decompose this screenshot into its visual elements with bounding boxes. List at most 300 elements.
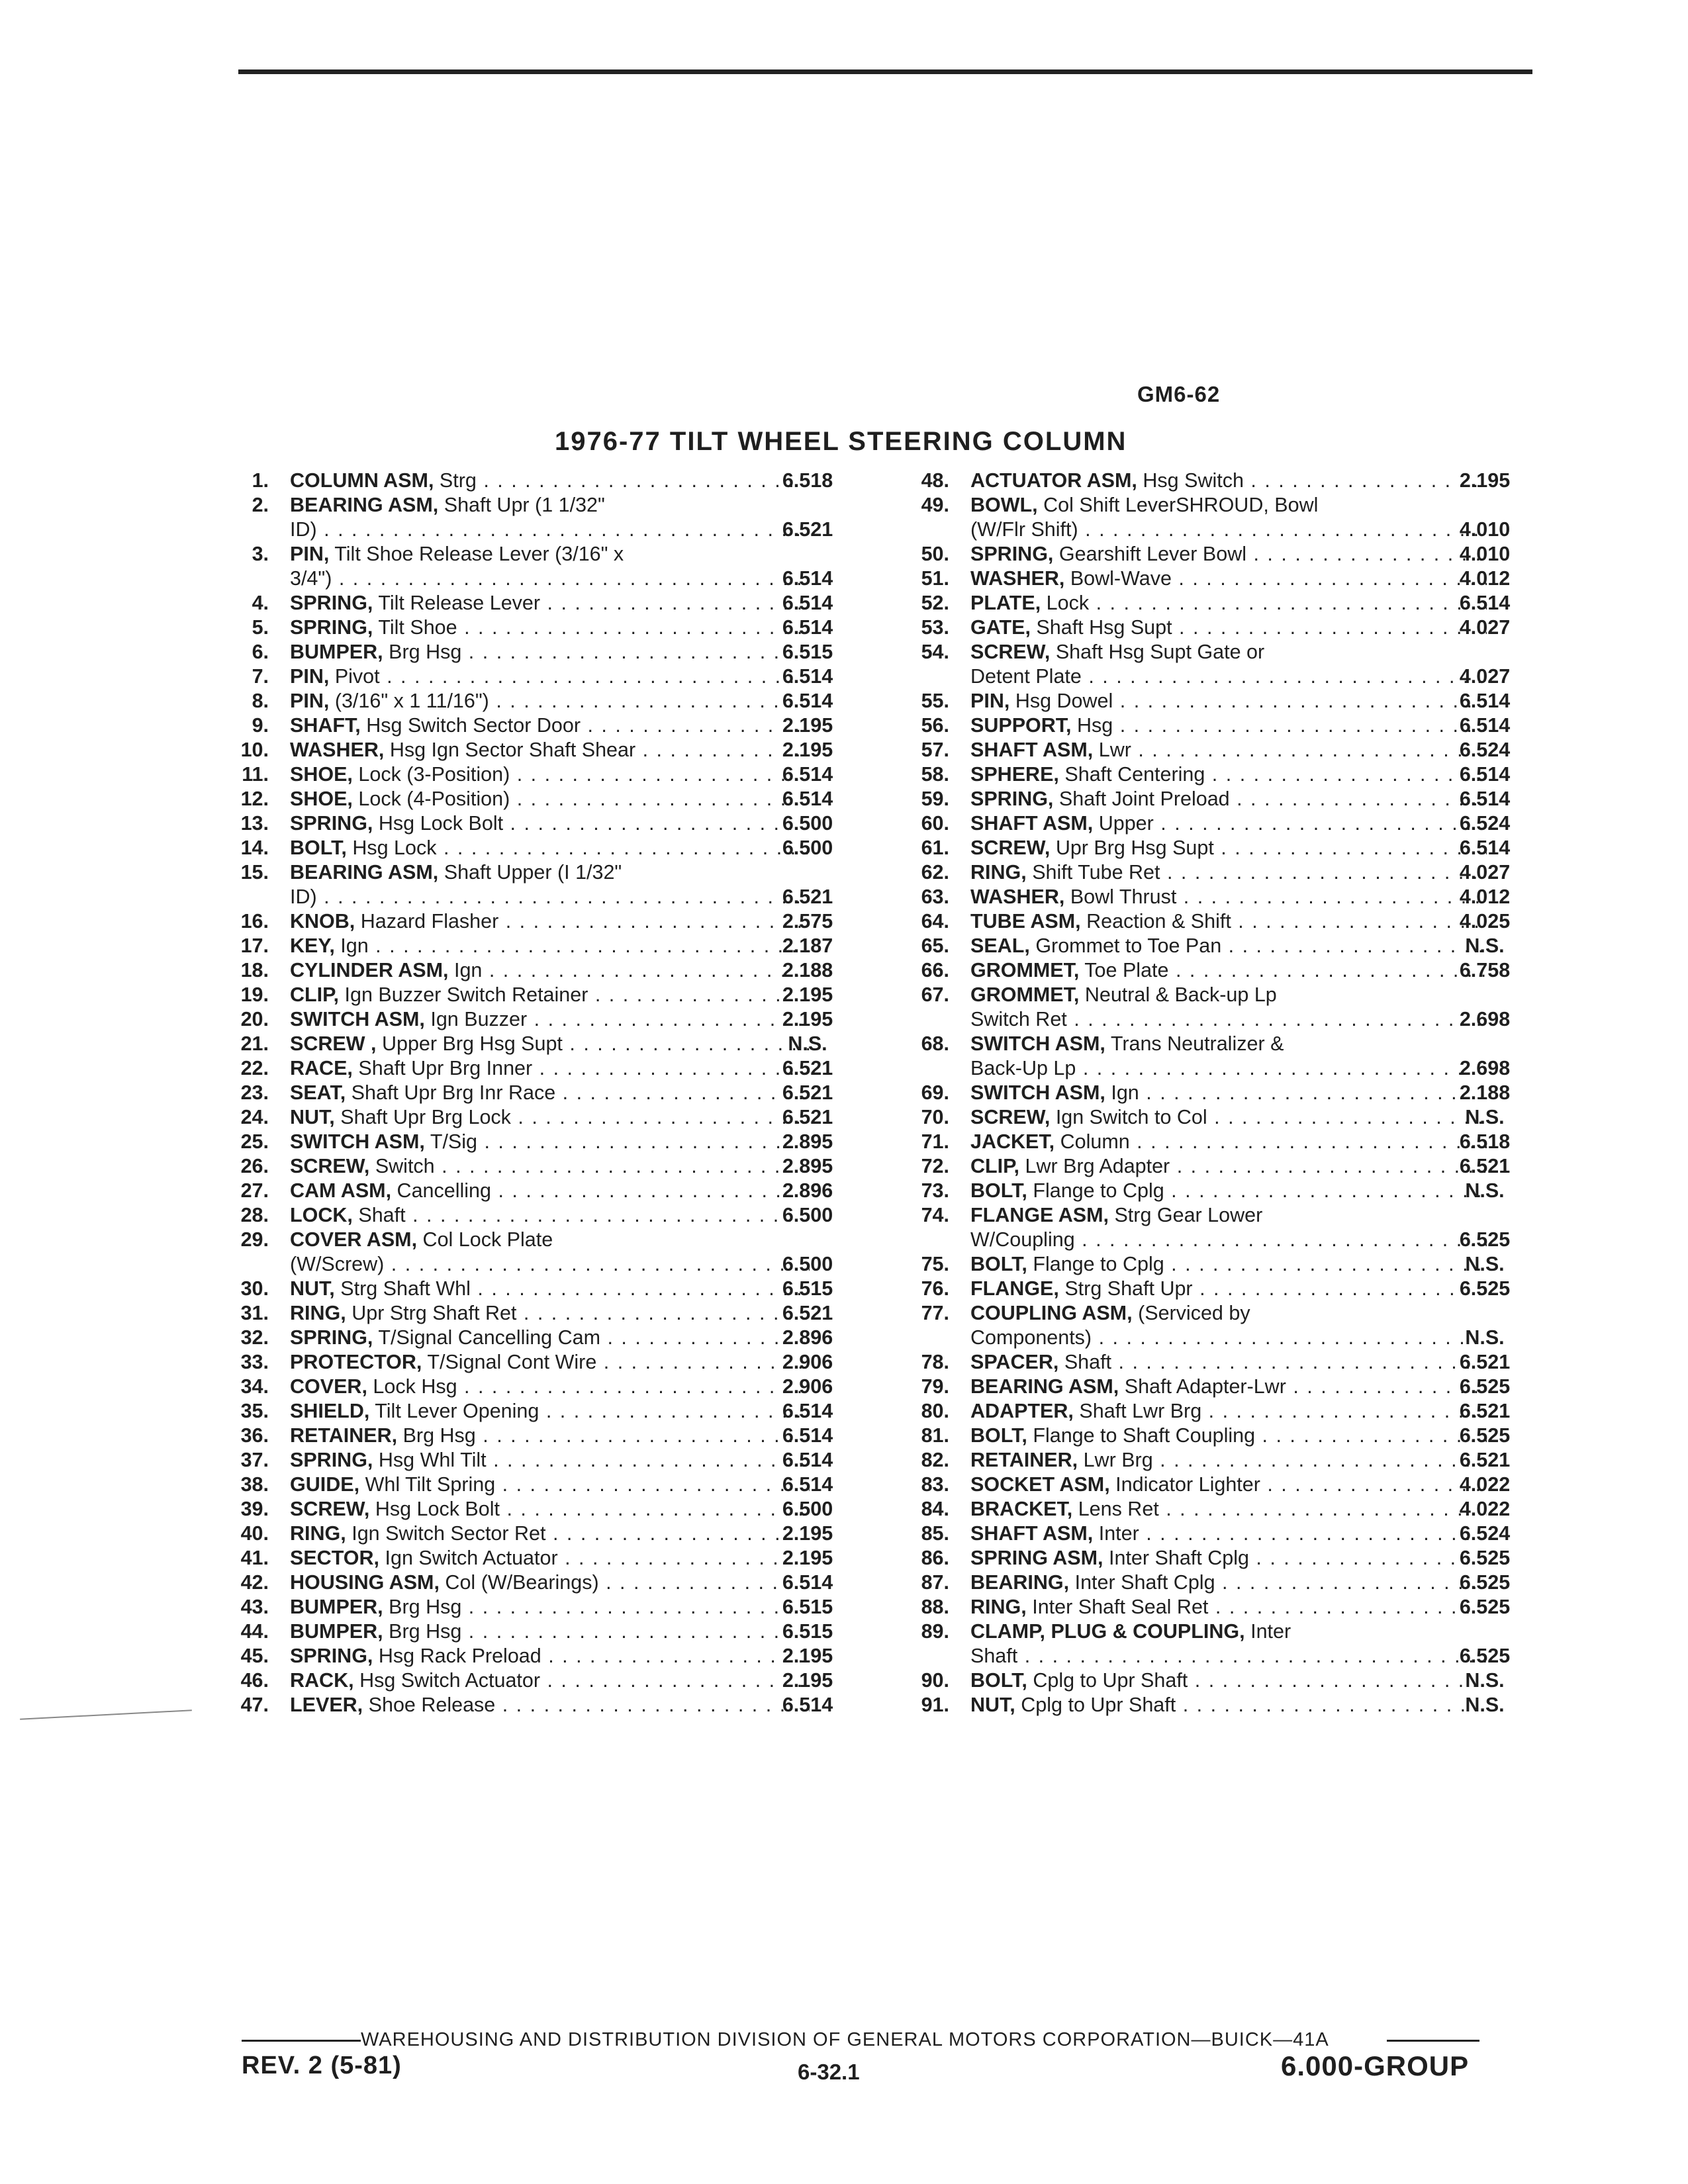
part-description xyxy=(290,1668,810,1693)
part-description xyxy=(970,762,1487,787)
part-detail: Ign Switch Sector Ret xyxy=(352,1522,546,1545)
part-row xyxy=(205,591,844,615)
part-line xyxy=(205,1668,844,1693)
group-number: 6.500 xyxy=(782,837,833,859)
part-row xyxy=(886,713,1521,738)
part-line xyxy=(886,983,1521,1007)
part-description xyxy=(970,1203,1262,1228)
part-line xyxy=(886,1424,1521,1448)
part-line xyxy=(886,1105,1521,1130)
part-name: SWITCH ASM, xyxy=(970,1032,1105,1055)
part-row xyxy=(886,1595,1521,1619)
part-detail: Strg Shaft Whl xyxy=(340,1277,471,1300)
group-number: 6.521 xyxy=(782,518,833,541)
part-row xyxy=(886,1570,1521,1595)
page-number: 6-32.1 xyxy=(798,2060,860,2084)
part-line xyxy=(205,1399,844,1424)
part-row xyxy=(886,958,1521,983)
part-line xyxy=(205,1056,844,1081)
group-number: 2.195 xyxy=(782,1547,833,1569)
group-number: 6.514 xyxy=(1459,763,1511,786)
group-number: 6.514 xyxy=(1459,788,1511,810)
part-name: SPRING, xyxy=(290,592,373,614)
group-number: 6.514 xyxy=(782,567,833,590)
part-number: 33. xyxy=(240,1351,269,1373)
group-number: 4.027 xyxy=(1459,616,1511,639)
part-name: SPHERE, xyxy=(970,763,1059,786)
part-row xyxy=(886,1375,1521,1399)
group-number: 6.514 xyxy=(782,1473,833,1496)
part-description xyxy=(970,1350,1487,1375)
part-row xyxy=(886,1032,1521,1081)
part-row xyxy=(205,787,844,811)
part-number: 82. xyxy=(921,1449,949,1471)
part-number: 14. xyxy=(240,837,269,859)
part-detail-continued: 3/4") . . . xyxy=(290,567,810,591)
part-description xyxy=(970,1105,1487,1130)
part-line xyxy=(205,1619,844,1644)
group-number: 6.515 xyxy=(782,1620,833,1643)
group-number: 2.906 xyxy=(782,1375,833,1398)
part-description xyxy=(970,983,1277,1007)
part-line xyxy=(886,1693,1521,1717)
part-line xyxy=(886,811,1521,836)
part-number: 36. xyxy=(240,1424,269,1447)
part-line xyxy=(886,787,1521,811)
part-row xyxy=(886,469,1521,493)
part-detail: Reaction & Shift xyxy=(1086,910,1231,933)
group-number: 6.500 xyxy=(782,1253,833,1275)
part-description xyxy=(290,1301,810,1326)
group-number: N.S. xyxy=(788,1032,827,1055)
part-row xyxy=(205,1179,844,1203)
part-name: GATE, xyxy=(970,616,1031,639)
group-number: N.S. xyxy=(1465,1106,1505,1128)
group-number: 2.195 xyxy=(782,1669,833,1692)
part-detail: Hsg Switch Sector Door xyxy=(366,714,581,737)
part-detail: Col (W/Bearings) xyxy=(445,1571,599,1594)
part-number: 79. xyxy=(921,1375,949,1398)
part-detail: Neutral & Back-up Lp xyxy=(1084,983,1277,1006)
part-line-continued xyxy=(205,567,844,591)
part-name: HOUSING ASM, xyxy=(290,1571,440,1594)
part-detail: Cplg to Upr Shaft xyxy=(1033,1669,1188,1692)
part-detail: Strg Shaft Upr xyxy=(1064,1277,1193,1300)
part-detail: Shaft Hsg Supt xyxy=(1036,616,1172,639)
part-detail: Ign Switch Actuator xyxy=(385,1547,558,1569)
part-row xyxy=(205,983,844,1007)
part-row xyxy=(205,958,844,983)
part-name: SEAL, xyxy=(970,934,1030,957)
group-number: 2.195 xyxy=(782,1008,833,1030)
part-line xyxy=(886,1130,1521,1154)
part-detail: Shaft Upr Brg Lock xyxy=(340,1106,511,1128)
part-detail-continued: Components) . . . xyxy=(970,1326,1487,1350)
group-number: 6.525 xyxy=(1459,1375,1511,1398)
part-detail: Brg Hsg xyxy=(402,1424,476,1447)
footer-rule-left xyxy=(242,2040,361,2042)
part-row xyxy=(205,1473,844,1497)
part-detail: Lock Hsg xyxy=(373,1375,457,1398)
part-name: PIN, xyxy=(290,665,330,688)
part-detail: Hsg Rack Preload xyxy=(378,1645,541,1667)
part-description xyxy=(970,1693,1487,1717)
part-name: ADAPTER, xyxy=(970,1400,1074,1422)
group-number: 6.514 xyxy=(782,616,833,639)
part-number: 73. xyxy=(921,1179,949,1202)
part-name: SCREW, xyxy=(970,837,1051,859)
part-description xyxy=(970,1668,1487,1693)
part-line xyxy=(886,1301,1521,1326)
part-row xyxy=(205,1546,844,1570)
part-detail: Bowl Thrust xyxy=(1070,886,1177,908)
part-description xyxy=(970,1301,1250,1326)
part-detail: Cplg to Upr Shaft xyxy=(1021,1694,1176,1716)
part-number: 53. xyxy=(921,616,949,639)
part-name: KNOB, xyxy=(290,910,355,933)
part-detail: Tilt Lever Opening xyxy=(375,1400,539,1422)
part-line-continued xyxy=(886,1007,1521,1032)
part-description xyxy=(290,1424,810,1448)
part-line xyxy=(886,1473,1521,1497)
part-detail: Tilt Shoe xyxy=(378,616,457,639)
part-row xyxy=(886,1105,1521,1130)
part-line xyxy=(886,1522,1521,1546)
part-row xyxy=(205,1277,844,1301)
part-number: 32. xyxy=(240,1326,269,1349)
part-line-continued xyxy=(205,885,844,909)
part-detail: Hazard Flasher xyxy=(360,910,499,933)
group-number: 4.012 xyxy=(1459,886,1511,908)
group-number: 6.514 xyxy=(1459,690,1511,712)
part-line-continued xyxy=(205,1252,844,1277)
part-name: RETAINER, xyxy=(970,1449,1078,1471)
part-description xyxy=(970,885,1487,909)
part-detail: Upr Brg Hsg Supt xyxy=(1055,837,1214,859)
part-name: BEARING ASM, xyxy=(290,861,439,884)
part-number: 8. xyxy=(252,690,269,712)
part-detail: Shaft Adapter-Lwr xyxy=(1124,1375,1286,1398)
part-line xyxy=(886,738,1521,762)
part-name: SPRING, xyxy=(970,788,1054,810)
part-detail: Strg xyxy=(439,469,477,492)
part-detail: Ign Buzzer Switch Retainer xyxy=(344,983,588,1006)
part-detail: Lwr xyxy=(1098,739,1131,761)
group-number: 6.514 xyxy=(782,1694,833,1716)
group-number: 6.525 xyxy=(1459,1571,1511,1594)
part-name: SHIELD, xyxy=(290,1400,370,1422)
part-detail: Tilt Release Lever xyxy=(378,592,541,614)
part-description xyxy=(290,591,810,615)
part-row xyxy=(205,934,844,958)
part-line xyxy=(886,493,1521,518)
part-number: 43. xyxy=(240,1596,269,1618)
part-name: SPRING, xyxy=(290,812,373,835)
part-detail: Hsg Dowel xyxy=(1015,690,1113,712)
part-number: 75. xyxy=(921,1253,949,1275)
part-line-continued xyxy=(886,1228,1521,1252)
part-number: 89. xyxy=(921,1620,949,1643)
part-detail: Col Shift LeverSHROUD, Bowl xyxy=(1043,494,1319,516)
part-name: BRACKET, xyxy=(970,1498,1073,1520)
catalog-code: GM6-62 xyxy=(1137,382,1221,406)
part-description xyxy=(290,1326,810,1350)
part-line xyxy=(886,1350,1521,1375)
part-line xyxy=(886,1399,1521,1424)
group-number: 2.195 xyxy=(1459,469,1511,492)
part-row xyxy=(886,1277,1521,1301)
part-description xyxy=(970,1277,1487,1301)
part-row xyxy=(205,1424,844,1448)
group-number: 4.025 xyxy=(1459,910,1511,933)
group-label: 6.000-GROUP xyxy=(1281,2050,1470,2081)
part-row xyxy=(205,1228,844,1277)
revision-label: REV. 2 (5-81) xyxy=(242,2052,402,2079)
part-description xyxy=(290,1546,810,1570)
part-row xyxy=(886,1522,1521,1546)
part-description xyxy=(290,1570,810,1595)
part-detail-continued: Shaft . . . xyxy=(970,1644,1487,1668)
group-number: 6.525 xyxy=(1459,1424,1511,1447)
part-detail: Shaft Upr Brg Inner xyxy=(358,1057,533,1079)
part-number: 80. xyxy=(921,1400,949,1422)
part-detail: Flange to Cplg xyxy=(1033,1179,1164,1202)
part-description xyxy=(290,689,810,713)
part-line xyxy=(205,787,844,811)
group-number: 2.188 xyxy=(782,959,833,981)
part-detail: Ign xyxy=(340,934,369,957)
part-line xyxy=(205,664,844,689)
part-description xyxy=(290,860,622,885)
part-number: 16. xyxy=(240,910,269,933)
part-row xyxy=(205,1105,844,1130)
part-name: SHOE, xyxy=(290,788,353,810)
part-detail: (3/16" x 1 11/16") xyxy=(334,690,489,712)
part-row xyxy=(205,1032,844,1056)
group-number: N.S. xyxy=(1465,1253,1505,1275)
group-number: 4.012 xyxy=(1459,567,1511,590)
part-detail: Bowl-Wave xyxy=(1070,567,1172,590)
part-row xyxy=(205,1619,844,1644)
part-detail: Upr Strg Shaft Ret xyxy=(352,1302,517,1324)
part-detail: Shaft Hsg Supt Gate or xyxy=(1055,641,1265,663)
group-number: 6.514 xyxy=(782,690,833,712)
part-name: SCREW, xyxy=(970,641,1051,663)
part-line xyxy=(886,713,1521,738)
group-number: 2.188 xyxy=(1459,1081,1511,1104)
part-detail: Shift Tube Ret xyxy=(1032,861,1160,884)
part-number: 10. xyxy=(240,739,269,761)
part-row xyxy=(205,1570,844,1595)
part-name: PIN, xyxy=(970,690,1010,712)
group-number: 6.758 xyxy=(1459,959,1511,981)
part-row xyxy=(205,1056,844,1081)
part-number: 74. xyxy=(921,1204,949,1226)
group-number: 2.187 xyxy=(782,934,833,957)
part-description xyxy=(290,762,810,787)
part-name: BOLT, xyxy=(970,1424,1027,1447)
part-name: CAM ASM, xyxy=(290,1179,392,1202)
part-description xyxy=(970,738,1487,762)
part-description xyxy=(290,1105,810,1130)
part-line xyxy=(205,493,844,518)
part-name: SWITCH ASM, xyxy=(290,1008,425,1030)
part-line xyxy=(205,1570,844,1595)
part-row xyxy=(886,689,1521,713)
part-line xyxy=(886,1619,1521,1644)
group-number: 4.010 xyxy=(1459,543,1511,565)
part-description xyxy=(290,1154,810,1179)
part-line xyxy=(886,1546,1521,1570)
part-line xyxy=(886,1179,1521,1203)
part-line xyxy=(886,1203,1521,1228)
part-detail: Inter Shaft Cplg xyxy=(1109,1547,1249,1569)
part-name: BOLT, xyxy=(970,1179,1027,1202)
part-line xyxy=(886,762,1521,787)
part-line xyxy=(886,469,1521,493)
part-line xyxy=(205,1693,844,1717)
part-detail: Tilt Shoe Release Lever (3/16" x xyxy=(334,543,624,565)
part-name: GROMMET, xyxy=(970,983,1080,1006)
part-line xyxy=(205,1228,844,1252)
part-number: 46. xyxy=(240,1669,269,1692)
part-row xyxy=(205,542,844,591)
part-number: 76. xyxy=(921,1277,949,1300)
part-line xyxy=(205,1277,844,1301)
page-title: 1976-77 TILT WHEEL STEERING COLUMN xyxy=(555,427,1127,456)
group-number: 6.524 xyxy=(1459,1522,1511,1545)
top-rule xyxy=(238,69,1532,74)
part-description xyxy=(970,591,1487,615)
part-row xyxy=(886,1252,1521,1277)
part-line xyxy=(886,860,1521,885)
group-number: 6.524 xyxy=(1459,812,1511,835)
group-number: 6.521 xyxy=(782,1106,833,1128)
part-number: 68. xyxy=(921,1032,949,1055)
part-row xyxy=(886,1424,1521,1448)
part-number: 59. xyxy=(921,788,949,810)
part-line xyxy=(886,934,1521,958)
part-line xyxy=(205,958,844,983)
part-row xyxy=(886,1154,1521,1179)
part-detail: Brg Hsg xyxy=(389,1620,462,1643)
group-number: 4.022 xyxy=(1459,1473,1511,1496)
part-description xyxy=(970,1595,1487,1619)
part-line xyxy=(205,811,844,836)
group-number: 6.521 xyxy=(1459,1155,1511,1177)
part-line-continued xyxy=(886,518,1521,542)
part-number: 17. xyxy=(240,934,269,957)
part-row xyxy=(886,909,1521,934)
part-description xyxy=(970,1154,1487,1179)
part-name: COVER ASM, xyxy=(290,1228,418,1251)
part-detail: Cancelling xyxy=(397,1179,491,1202)
part-number: 15. xyxy=(240,861,269,884)
group-number: 2.698 xyxy=(1459,1008,1511,1030)
parts-list-left xyxy=(205,469,844,1717)
part-number: 40. xyxy=(240,1522,269,1545)
part-detail-continued: Switch Ret . . . xyxy=(970,1007,1487,1032)
part-detail: Shaft Upr Brg Inr Race xyxy=(351,1081,556,1104)
part-number: 77. xyxy=(921,1302,949,1324)
part-line-continued xyxy=(886,1644,1521,1668)
part-line xyxy=(205,738,844,762)
part-detail: Hsg Lock xyxy=(352,837,437,859)
part-name: RING, xyxy=(970,861,1027,884)
part-description xyxy=(290,1056,810,1081)
part-number: 11. xyxy=(242,763,269,786)
part-row xyxy=(886,1448,1521,1473)
part-description xyxy=(290,469,810,493)
part-row xyxy=(886,1350,1521,1375)
part-number: 19. xyxy=(240,983,269,1006)
part-number: 83. xyxy=(921,1473,949,1496)
part-row xyxy=(205,738,844,762)
group-number: 6.514 xyxy=(782,1449,833,1471)
part-number: 12. xyxy=(240,788,269,810)
part-line xyxy=(886,1668,1521,1693)
group-number: 6.521 xyxy=(1459,1449,1511,1471)
part-line xyxy=(886,1154,1521,1179)
part-number: 61. xyxy=(921,837,949,859)
part-name: RING, xyxy=(970,1596,1027,1618)
part-description xyxy=(970,1570,1487,1595)
part-name: WASHER, xyxy=(970,567,1065,590)
part-detail: T/Sig xyxy=(430,1130,478,1153)
group-number: 6.525 xyxy=(1459,1277,1511,1300)
part-detail: Lock (4-Position) xyxy=(358,788,510,810)
part-number: 30. xyxy=(240,1277,269,1300)
part-name: BEARING ASM, xyxy=(290,494,439,516)
part-row xyxy=(886,567,1521,591)
part-description xyxy=(290,787,810,811)
part-description xyxy=(290,1350,810,1375)
part-row xyxy=(205,689,844,713)
part-line xyxy=(886,567,1521,591)
group-number: 6.518 xyxy=(782,469,833,492)
group-number: 6.524 xyxy=(1459,739,1511,761)
group-number: 6.500 xyxy=(782,1204,833,1226)
part-row xyxy=(205,1326,844,1350)
part-detail: Hsg xyxy=(1077,714,1113,737)
part-description xyxy=(290,811,810,836)
part-name: COUPLING ASM, xyxy=(970,1302,1133,1324)
part-line xyxy=(205,1522,844,1546)
part-description xyxy=(290,1179,810,1203)
group-number: 6.521 xyxy=(1459,1400,1511,1422)
part-name: RETAINER, xyxy=(290,1424,398,1447)
part-name: BOLT, xyxy=(970,1253,1027,1275)
part-name: LOCK, xyxy=(290,1204,353,1226)
part-row xyxy=(886,1081,1521,1105)
part-number: 23. xyxy=(240,1081,269,1104)
part-row xyxy=(886,934,1521,958)
part-row xyxy=(886,1693,1521,1717)
part-number: 27. xyxy=(240,1179,269,1202)
part-row xyxy=(205,1448,844,1473)
part-row xyxy=(886,762,1521,787)
part-number: 90. xyxy=(921,1669,949,1692)
part-description xyxy=(970,811,1487,836)
part-number: 35. xyxy=(240,1400,269,1422)
part-name: SHAFT, xyxy=(290,714,361,737)
part-number: 91. xyxy=(921,1694,949,1716)
part-detail: Lock xyxy=(1046,592,1090,614)
part-number: 69. xyxy=(921,1081,949,1104)
group-number: 6.514 xyxy=(782,665,833,688)
part-row xyxy=(205,1399,844,1424)
part-number: 5. xyxy=(252,616,269,639)
